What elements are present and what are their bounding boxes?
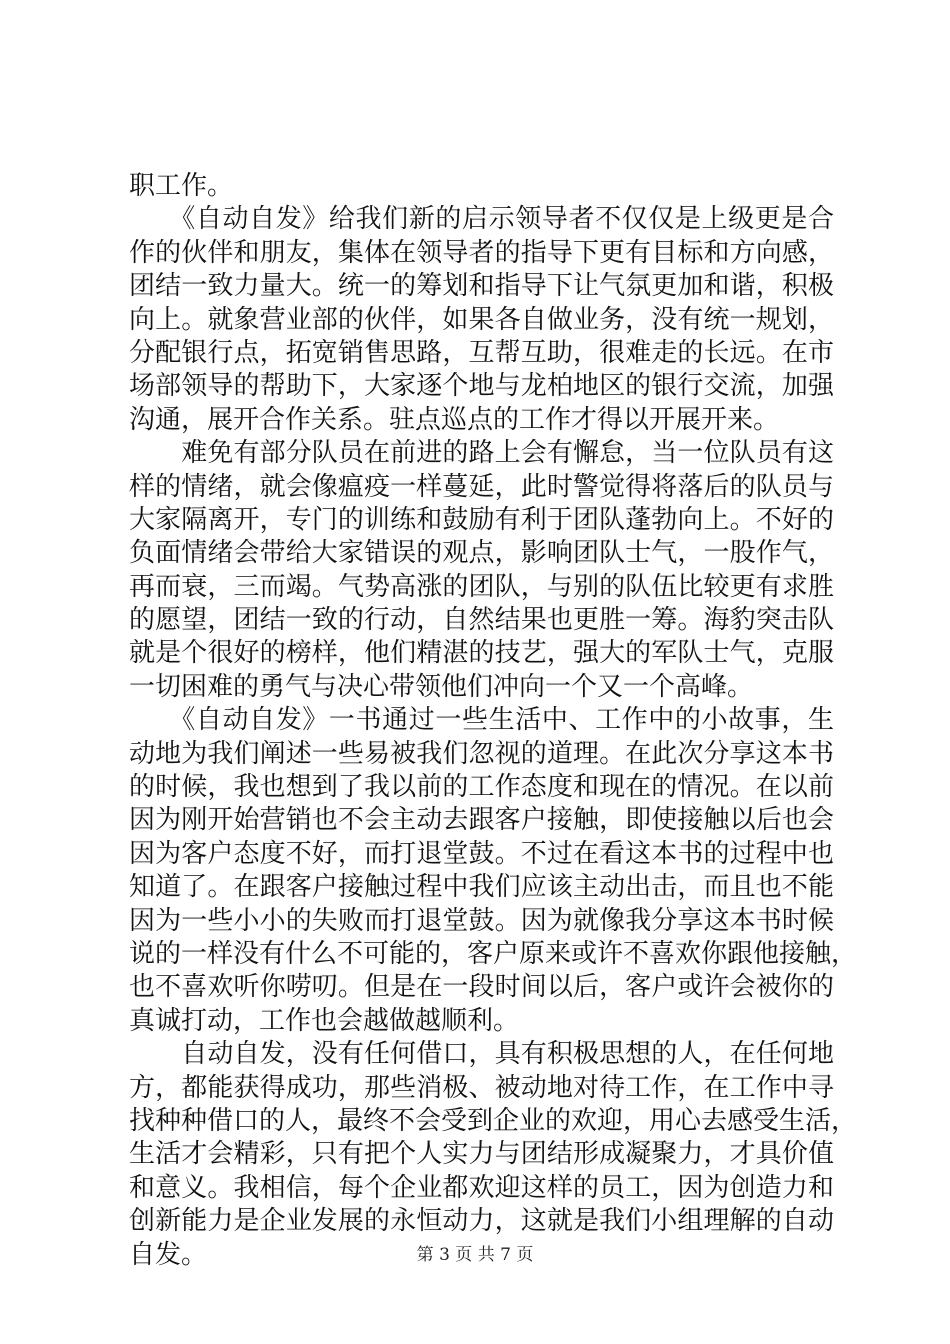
document-body xyxy=(129,170,858,1272)
text-line: 的时候，我也想到了我以前的工作态度和现在的情况。在以前 xyxy=(129,772,834,803)
text-line: 找种种借口的人，最终不会受到企业的欢迎，用心去感受生活， xyxy=(129,1105,858,1136)
text-line: 难免有部分队员在前进的路上会有懈怠，当一位队员有这 xyxy=(129,438,834,469)
text-line: 分配银行点，拓宽销售思路，互帮互助，很难走的长远。在市 xyxy=(129,337,834,368)
text-line: 就是个很好的榜样，他们精湛的技艺，强大的军队士气，克服 xyxy=(129,638,834,669)
text-line: 大家隔离开，专门的训练和鼓励有利于团队蓬勃向上。不好的 xyxy=(129,504,834,535)
text-line: 的愿望，团结一致的行动，自然结果也更胜一筹。海豹突击队 xyxy=(129,605,834,636)
text-line: 因为刚开始营销也不会主动去跟客户接触，即使接触以后也会 xyxy=(129,805,834,836)
text-line: 《自动自发》给我们新的启示领导者不仅仅是上级更是合 xyxy=(129,204,834,235)
text-line: 和意义。我相信，每个企业都欢迎这样的员工，因为创造力和 xyxy=(129,1172,834,1203)
text-line: 作的伙伴和朋友，集体在领导者的指导下更有目标和方向感， xyxy=(129,237,834,268)
text-line: 说的一样没有什么不可能的，客户原来或许不喜欢你跟他接触， xyxy=(129,938,858,969)
text-line: 团结一致力量大。统一的筹划和指导下让气氛更加和谐，积极 xyxy=(129,271,834,302)
text-line: 《自动自发》一书通过一些生活中、工作中的小故事，生 xyxy=(129,705,834,736)
text-line: 向上。就象营业部的伙伴，如果各自做业务，没有统一规划， xyxy=(129,304,834,335)
text-line: 因为客户态度不好，而打退堂鼓。不过在看这本书的过程中也 xyxy=(129,838,834,869)
text-line: 真诚打动，工作也会越做越顺利。 xyxy=(129,1005,520,1036)
text-line: 沟通，展开合作关系。驻点巡点的工作才得以开展开来。 xyxy=(129,404,780,435)
text-line: 自发。 xyxy=(129,1239,208,1270)
text-line: 生活才会精彩，只有把个人实力与团结形成凝聚力，才具价值 xyxy=(129,1139,834,1170)
text-line: 因为一些小小的失败而打退堂鼓。因为就像我分享这本书时候 xyxy=(129,905,834,936)
text-line: 职工作。 xyxy=(129,171,234,201)
text-line: 样的情绪，就会像瘟疫一样蔓延，此时警觉得将落后的队员与 xyxy=(129,471,834,502)
text-line: 知道了。在跟客户接触过程中我们应该主动出击，而且也不能 xyxy=(129,872,834,903)
text-line: 场部领导的帮助下，大家逐个地与龙柏地区的银行交流，加强 xyxy=(129,371,834,402)
page-number-footer: 第 3 页 共 7 页 xyxy=(416,1245,534,1265)
text-line: 创新能力是企业发展的永恒动力，这就是我们小组理解的自动 xyxy=(129,1206,834,1237)
text-line: 负面情绪会带给大家错误的观点，影响团队士气，一股作气， xyxy=(129,538,834,569)
text-line: 再而衰，三而竭。气势高涨的团队，与别的队伍比较更有求胜 xyxy=(129,571,834,602)
text-line: 自动自发，没有任何借口，具有积极思想的人，在任何地 xyxy=(129,1039,834,1070)
text-line: 也不喜欢听你唠叨。但是在一段时间以后，客户或许会被你的 xyxy=(129,972,834,1003)
text-line: 动地为我们阐述一些易被我们忽视的道理。在此次分享这本书 xyxy=(129,738,834,769)
text-line: 方，都能获得成功，那些消极、被动地对待工作，在工作中寻 xyxy=(129,1072,834,1103)
text-line: 一切困难的勇气与决心带领他们冲向一个又一个高峰。 xyxy=(129,671,754,702)
